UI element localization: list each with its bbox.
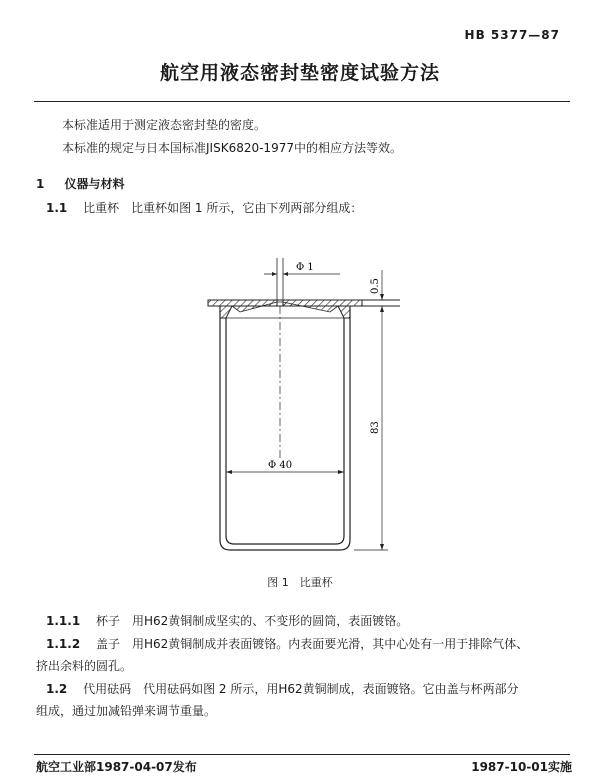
section-1-heading (36, 175, 125, 192)
title-divider (34, 101, 570, 102)
dim-83-arrow-top (380, 306, 384, 312)
clause-1-1-2-continuation: 挤出余料的圆孔。 (36, 659, 133, 673)
diameter-arrow-left (226, 470, 232, 474)
phi40-label: Φ 40 (268, 460, 293, 471)
hole-arrow-head-right (283, 272, 288, 276)
clause-1-2 (46, 681, 519, 697)
dim-83-label: 83 (370, 421, 381, 434)
document-title: 航空用液态密封垫密度试验方法 (159, 62, 440, 84)
standard-number: HB 5377—87 (464, 28, 560, 42)
clause-number: 1.1 (46, 201, 68, 215)
intro-line-2: 本标准的规定与日本国标准JISK6820-1977中的相应方法等效。 (62, 141, 402, 155)
cup-outer-wall (220, 306, 350, 550)
hole-arrow-head-left (272, 272, 277, 276)
phi1-label: Φ 1 (296, 262, 314, 273)
clause-number: 1.2 (46, 682, 68, 696)
specific-gravity-cup-figure (190, 250, 410, 565)
section-number: 1 (36, 177, 45, 191)
intro-line-1: 本标准适用于测定液态密封垫的密度。 (62, 118, 267, 132)
dim-83-arrow-bottom (380, 544, 384, 550)
diameter-arrow-right (338, 470, 344, 474)
clause-1-2-continuation: 组成，通过加减铅弹来调节重量。 (36, 704, 217, 718)
issued-date: 航空工业部1987-04-07发布 (36, 760, 197, 774)
effective-date: 1987-10-01实施 (471, 760, 572, 774)
clause-1-1-1 (46, 613, 408, 629)
clause-text: 杯子 用H62黄铜制成坚实的、不变形的圆筒，表面镀铬。 (96, 614, 409, 628)
figure-caption: 图 1 比重杯 (267, 576, 333, 589)
footer-divider (34, 754, 570, 755)
cup-inner-wall (226, 318, 344, 544)
section-title: 仪器与材料 (64, 177, 125, 191)
clause-number: 1.1.1 (46, 614, 81, 628)
clause-text: 盖子 用H62黄铜制成并表面镀铬。内表面要光滑，其中心处有一用于排除气体、 (96, 637, 529, 651)
clause-1-1-2 (46, 636, 528, 652)
clause-text: 比重杯 比重杯如图 1 所示，它由下列两部分组成： (83, 201, 363, 215)
clause-text: 代用砝码 代用砝码如图 2 所示，用H62黄铜制成，表面镀铬。它由盖与杯两部分 (83, 682, 519, 696)
clause-1-1 (46, 200, 362, 216)
clause-number: 1.1.2 (46, 637, 81, 651)
dim-05-label: 0.5 (370, 278, 381, 294)
